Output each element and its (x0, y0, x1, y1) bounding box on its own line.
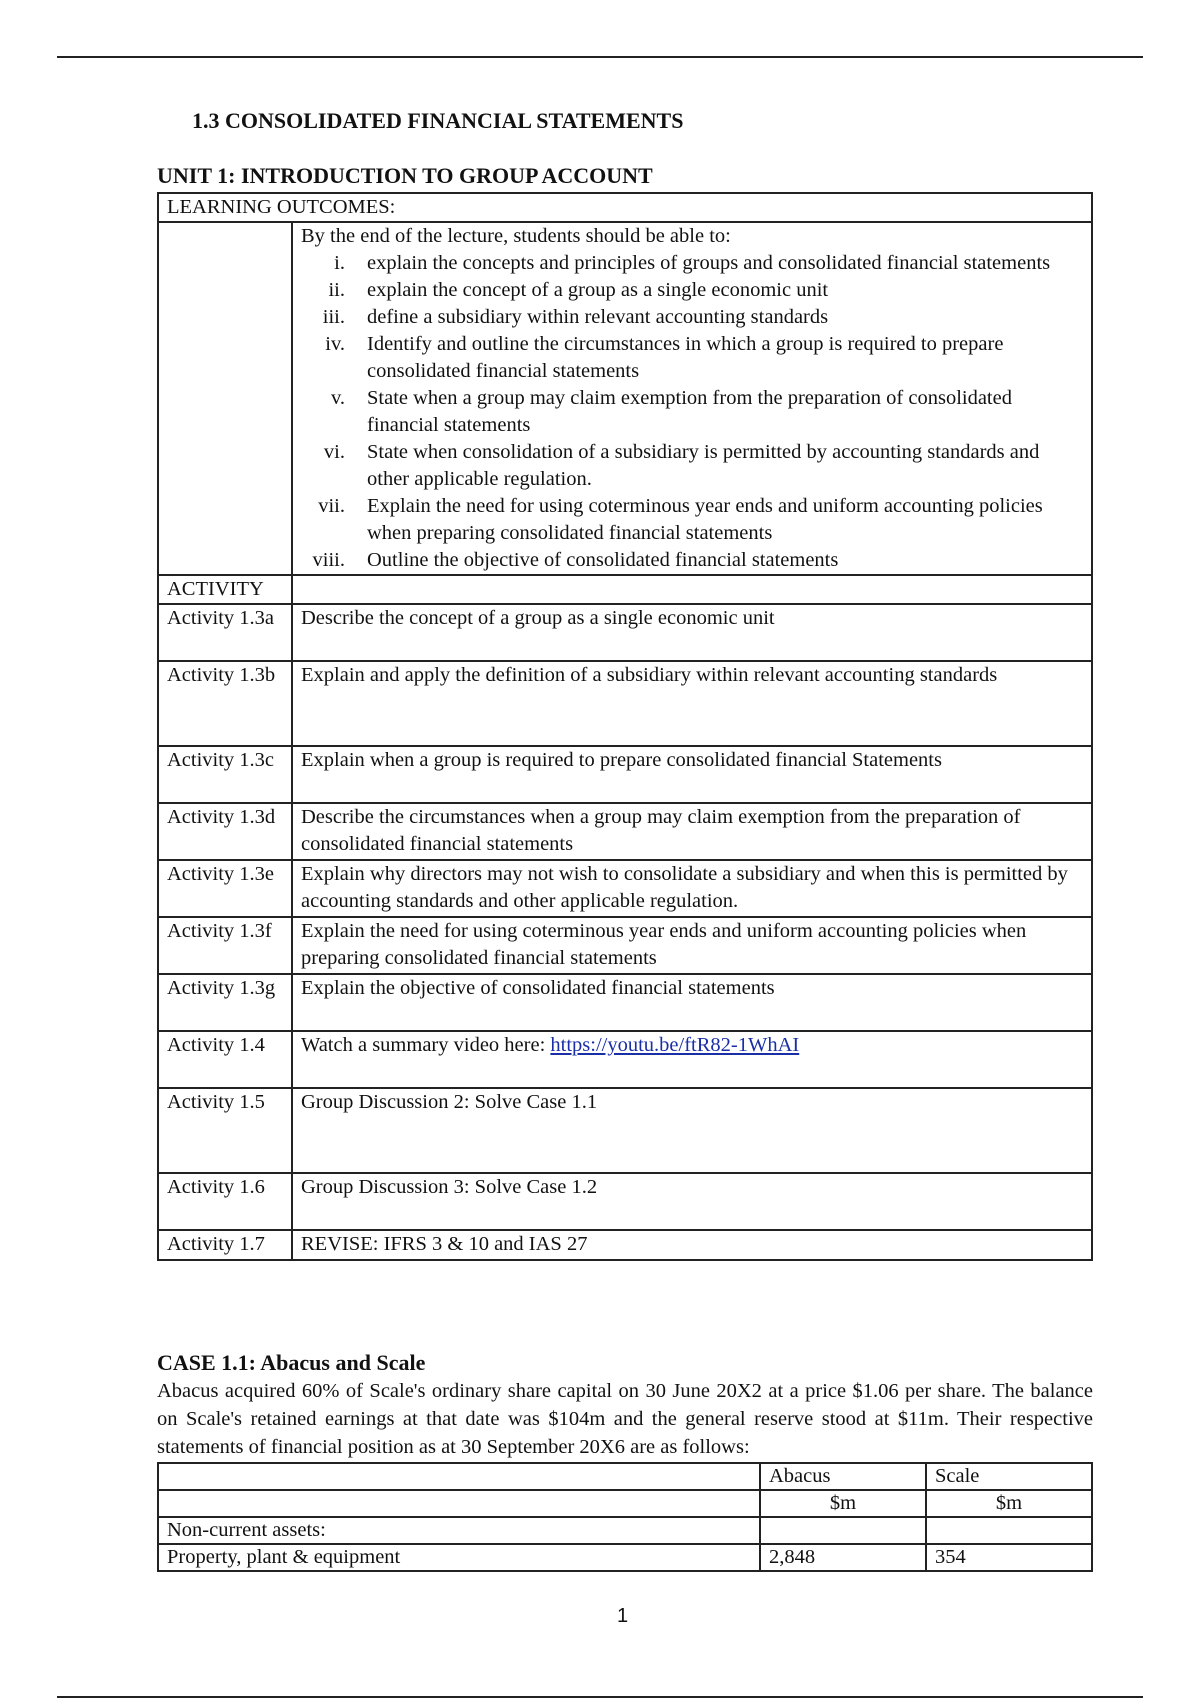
video-link[interactable]: https://youtu.be/ftR82-1WhAI (550, 1034, 800, 1056)
item-text: State when consolidation of a subsidiary is permitted by accounting standards and other applicable regulation. (367, 441, 1040, 490)
activity-label: Activity 1.3e (158, 860, 292, 917)
table-row (158, 746, 1092, 803)
case-description: Abacus acquired 60% of Scale's ordinary share capital on 30 June 20X2 at a price $1.06 per share. The balance on Scale's retained earnings at that date was $104m and the general reserve stood at $11m. Their respective statements of financial position as at 30 September 20X6 are as follows: (157, 1380, 1093, 1458)
activity-description: Explain why directors may not wish to consolidate a subsidiary and when this is permitted by accounting standards and other applicable regulation. (292, 860, 1092, 917)
empty-cell (760, 1517, 926, 1544)
column-header-scale: Scale (926, 1463, 1092, 1490)
item-number: iv. (325, 333, 345, 355)
table-row (158, 1031, 1092, 1088)
item-text: define a subsidiary within relevant accounting standards (367, 306, 829, 328)
outcomes-cell (292, 222, 1092, 575)
table-row (158, 1517, 1092, 1544)
activity-description: Group Discussion 2: Solve Case 1.1 (292, 1088, 1092, 1173)
list-item (301, 250, 1083, 277)
item-text: Identify and outline the circumstances in which a group is required to prepare consolidated financial statements (367, 333, 1004, 382)
learning-outcomes-table (157, 192, 1093, 1261)
activity-label: Activity 1.3g (158, 974, 292, 1031)
page-number: 1 (616, 1605, 629, 1627)
header-rule (57, 56, 1143, 58)
activity-label: Activity 1.3b (158, 661, 292, 746)
unit-label: $m (926, 1490, 1092, 1517)
item-number: vii. (318, 495, 345, 517)
item-text: Outline the objective of consolidated financial statements (367, 549, 839, 571)
table-row (158, 1544, 1092, 1571)
table-row (158, 193, 1092, 222)
list-item (301, 547, 1083, 574)
list-item (301, 331, 1083, 385)
row-label: Property, plant & equipment (158, 1544, 760, 1571)
section-label: Non-current assets: (158, 1517, 760, 1544)
unit-title: UNIT 1: INTRODUCTION TO GROUP ACCOUNT (157, 163, 653, 188)
outcomes-list (301, 250, 1083, 574)
list-item (301, 439, 1083, 493)
unit-label: $m (760, 1490, 926, 1517)
video-prompt: Watch a summary video here: (301, 1034, 551, 1056)
activity-label: Activity 1.3d (158, 803, 292, 860)
item-number: i. (334, 252, 345, 274)
activity-label: Activity 1.3f (158, 917, 292, 974)
document-title: 1.3 CONSOLIDATED FINANCIAL STATEMENTS (192, 108, 684, 133)
activity-description: Explain the objective of consolidated financial statements (292, 974, 1092, 1031)
empty-cell (158, 222, 292, 575)
item-number: v. (330, 387, 345, 409)
table-row (158, 803, 1092, 860)
abacus-value: 2,848 (760, 1544, 926, 1571)
activity-label: Activity 1.5 (158, 1088, 292, 1173)
activity-description: Describe the concept of a group as a single economic unit (292, 604, 1092, 661)
table-row (158, 222, 1092, 575)
activity-label: Activity 1.4 (158, 1031, 292, 1088)
item-text: explain the concepts and principles of groups and consolidated financial statements (367, 252, 1051, 274)
table-row (158, 917, 1092, 974)
case-title: CASE 1.1: Abacus and Scale (157, 1350, 426, 1375)
activity-description: REVISE: IFRS 3 & 10 and IAS 27 (292, 1230, 1092, 1260)
table-row (158, 1230, 1092, 1260)
table-row (158, 661, 1092, 746)
activity-label: Activity 1.7 (158, 1230, 292, 1260)
list-item (301, 385, 1083, 439)
item-text: Explain the need for using coterminous year ends and uniform accounting policies when preparing consolidated financial statements (367, 495, 1043, 544)
activity-description: Explain and apply the definition of a subsidiary within relevant accounting standards (292, 661, 1092, 746)
outcomes-intro: By the end of the lecture, students should be able to: (301, 225, 731, 247)
empty-cell (926, 1517, 1092, 1544)
empty-cell (158, 1463, 760, 1490)
financial-position-table (157, 1462, 1093, 1572)
item-number: ii. (328, 279, 345, 301)
activity-label: Activity 1.3a (158, 604, 292, 661)
item-text: explain the concept of a group as a single economic unit (367, 279, 829, 301)
activity-description: Group Discussion 3: Solve Case 1.2 (292, 1173, 1092, 1230)
empty-cell (158, 1490, 760, 1517)
activity-label: Activity 1.3c (158, 746, 292, 803)
list-item (301, 277, 1083, 304)
table-row (158, 860, 1092, 917)
activity-description: Describe the circumstances when a group may claim exemption from the preparation of consolidated financial statements (292, 803, 1092, 860)
table-row (158, 974, 1092, 1031)
activity-label: Activity 1.6 (158, 1173, 292, 1230)
table-row (158, 1173, 1092, 1230)
item-number: viii. (312, 549, 345, 571)
scale-value: 354 (926, 1544, 1092, 1571)
item-number: iii. (322, 306, 345, 328)
item-text: State when a group may claim exemption from the preparation of consolidated financial statements (367, 387, 1012, 436)
table-row (158, 575, 1092, 604)
list-item (301, 493, 1083, 547)
activity-header: ACTIVITY (158, 575, 292, 604)
list-item (301, 304, 1083, 331)
table-row (158, 604, 1092, 661)
table-row (158, 1088, 1092, 1173)
table-row (158, 1463, 1092, 1490)
learning-outcomes-header: LEARNING OUTCOMES: (158, 193, 1092, 222)
activity-description: Explain the need for using coterminous year ends and uniform accounting policies when preparing consolidated financial statements (292, 917, 1092, 974)
table-row (158, 1490, 1092, 1517)
column-header-abacus: Abacus (760, 1463, 926, 1490)
empty-cell (292, 575, 1092, 604)
item-number: vi. (323, 441, 345, 463)
activity-description: Explain when a group is required to prepare consolidated financial Statements (292, 746, 1092, 803)
activity-description (292, 1031, 1092, 1088)
footer-rule (57, 1696, 1143, 1698)
